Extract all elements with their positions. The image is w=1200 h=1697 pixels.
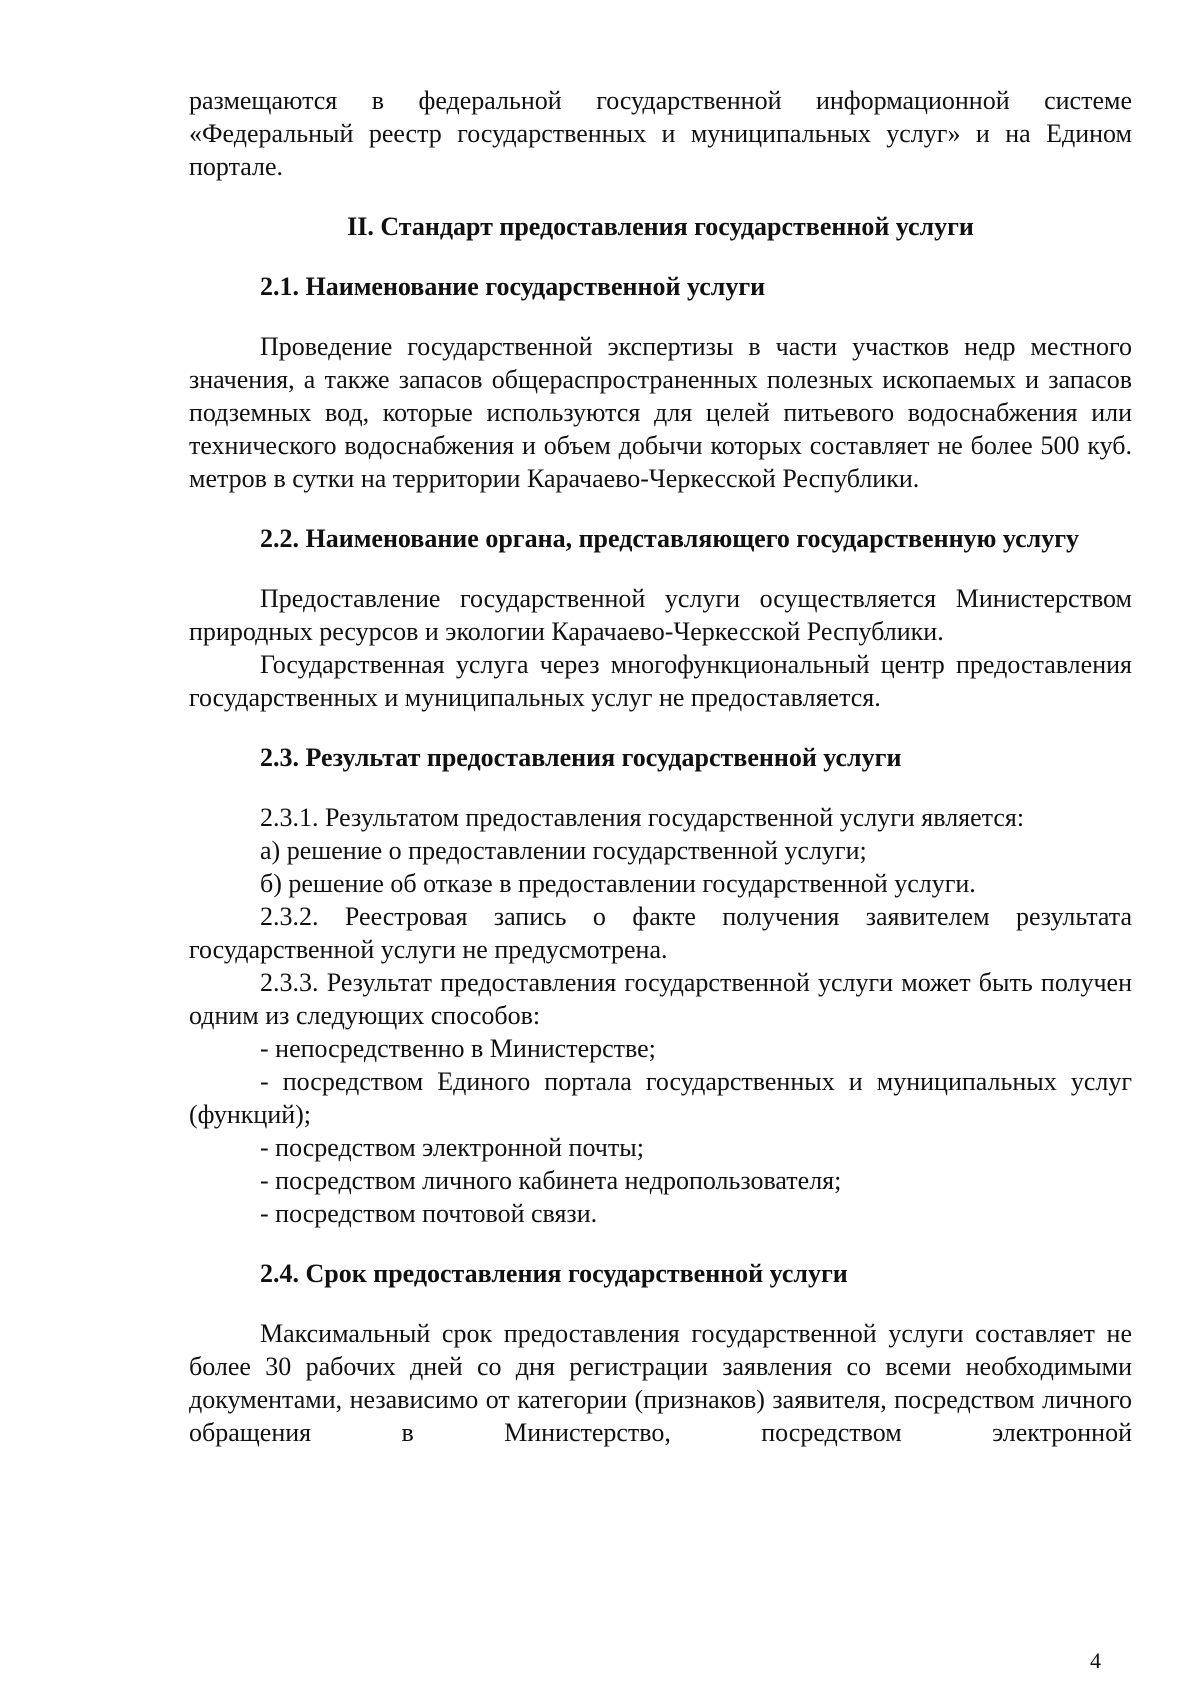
way-item: - посредством личного кабинета недропользователя; (260, 1166, 842, 1195)
heading-2-2: 2.2. Наименование органа, представляющего государственную услугу (260, 524, 1080, 553)
page-number: 4 (1090, 1648, 1101, 1673)
paragraph-2-3-3: 2.3.3. Результат предоставления государственной услуги может быть получен одним из следующих способов: (189, 968, 1132, 1030)
way-item: - непосредственно в Министерстве; (260, 1034, 656, 1063)
heading-2-4: 2.4. Срок предоставления государственной услуги (260, 1259, 848, 1288)
paragraph-2-2-a: Предоставление государственной услуги осуществляется Министерством природных ресурсов и экологии Карачаево-Черкесской Республики. (189, 584, 1132, 646)
intro-paragraph: размещаются в федеральной государственной информационной системе «Федеральный реестр государственных и муниципальных услуг» и на Едином портале. (189, 86, 1132, 181)
heading-2-3: 2.3. Результат предоставления государственной услуги (260, 743, 902, 772)
way-item: - посредством Единого портала государственных и муниципальных услуг (функций); (189, 1067, 1132, 1129)
way-item: - посредством электронной почты; (260, 1133, 644, 1162)
heading-2-1: 2.1. Наименование государственной услуги (260, 272, 766, 301)
paragraph-2-3-1: 2.3.1. Результатом предоставления государственной услуги является: (260, 803, 1025, 832)
list-item-2-3-1-b: б) решение об отказе в предоставлении государственной услуги. (260, 869, 976, 898)
way-item: - посредством почтовой связи. (260, 1199, 598, 1228)
paragraph-2-3-2: 2.3.2. Реестровая запись о факте получения заявителем результата государственной услуги не предусмотрена. (189, 902, 1132, 964)
paragraph-2-2-b: Государственная услуга через многофункциональный центр предоставления государственных и муниципальных услуг не предоставляется. (189, 650, 1132, 712)
paragraph-2-1: Проведение государственной экспертизы в части участков недр местного значения, а также запасов общераспространенных полезных ископаемых и запасов подземных вод, которые используются для целей питьевого водоснабжения или технического водоснабжения и объем добычи которых составляет не более 500 куб. метров в сутки на территории Карачаево-Черкесской Республики. (189, 332, 1132, 493)
paragraph-2-4: Максимальный срок предоставления государственной услуги составляет не более 30 рабочих дней со дня регистрации заявления со всеми необходимыми документами, независимо от категории (признаков) заявителя, посредством личного обращения в Министерство, посредством электронной (189, 1319, 1132, 1447)
page-content (189, 84, 1132, 1449)
section-title: II. Стандарт предоставления государственной услуги (347, 212, 974, 241)
list-item-2-3-1-a: а) решение о предоставлении государственной услуги; (260, 836, 867, 865)
